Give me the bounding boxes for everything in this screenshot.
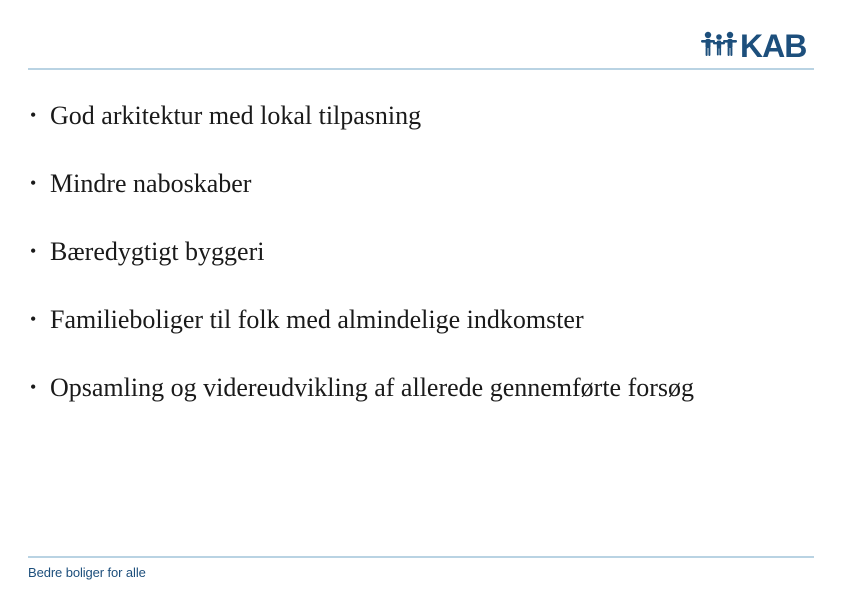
people-icon <box>701 32 737 56</box>
footer-divider <box>28 556 814 558</box>
bullet-text: Opsamling og videreudvikling af allerede gennemførte forsøg <box>50 373 695 402</box>
bullet-text: Mindre naboskaber <box>50 169 252 198</box>
bullet-text: Familieboliger til folk med almindelige indkomster <box>50 305 584 334</box>
bullet-item <box>30 236 750 267</box>
bullet-item <box>30 168 750 199</box>
bullet-dot: • <box>30 377 37 397</box>
bullet-dot: • <box>30 241 37 261</box>
bullet-text: God arkitektur med lokal tilpasning <box>50 101 422 130</box>
footer-tagline: Bedre boliger for alle <box>28 565 146 580</box>
bullet-dot: • <box>30 309 37 329</box>
bullet-dot: • <box>30 173 37 193</box>
bullet-text: Bæredygtigt byggeri <box>50 237 265 266</box>
bullet-list <box>30 100 750 440</box>
header-divider <box>28 68 814 70</box>
bullet-item <box>30 372 750 403</box>
kab-logo <box>700 28 816 62</box>
logo-wordmark: KAB <box>740 28 807 62</box>
bullet-dot: • <box>30 105 37 125</box>
bullet-item <box>30 304 750 335</box>
bullet-item <box>30 100 750 131</box>
